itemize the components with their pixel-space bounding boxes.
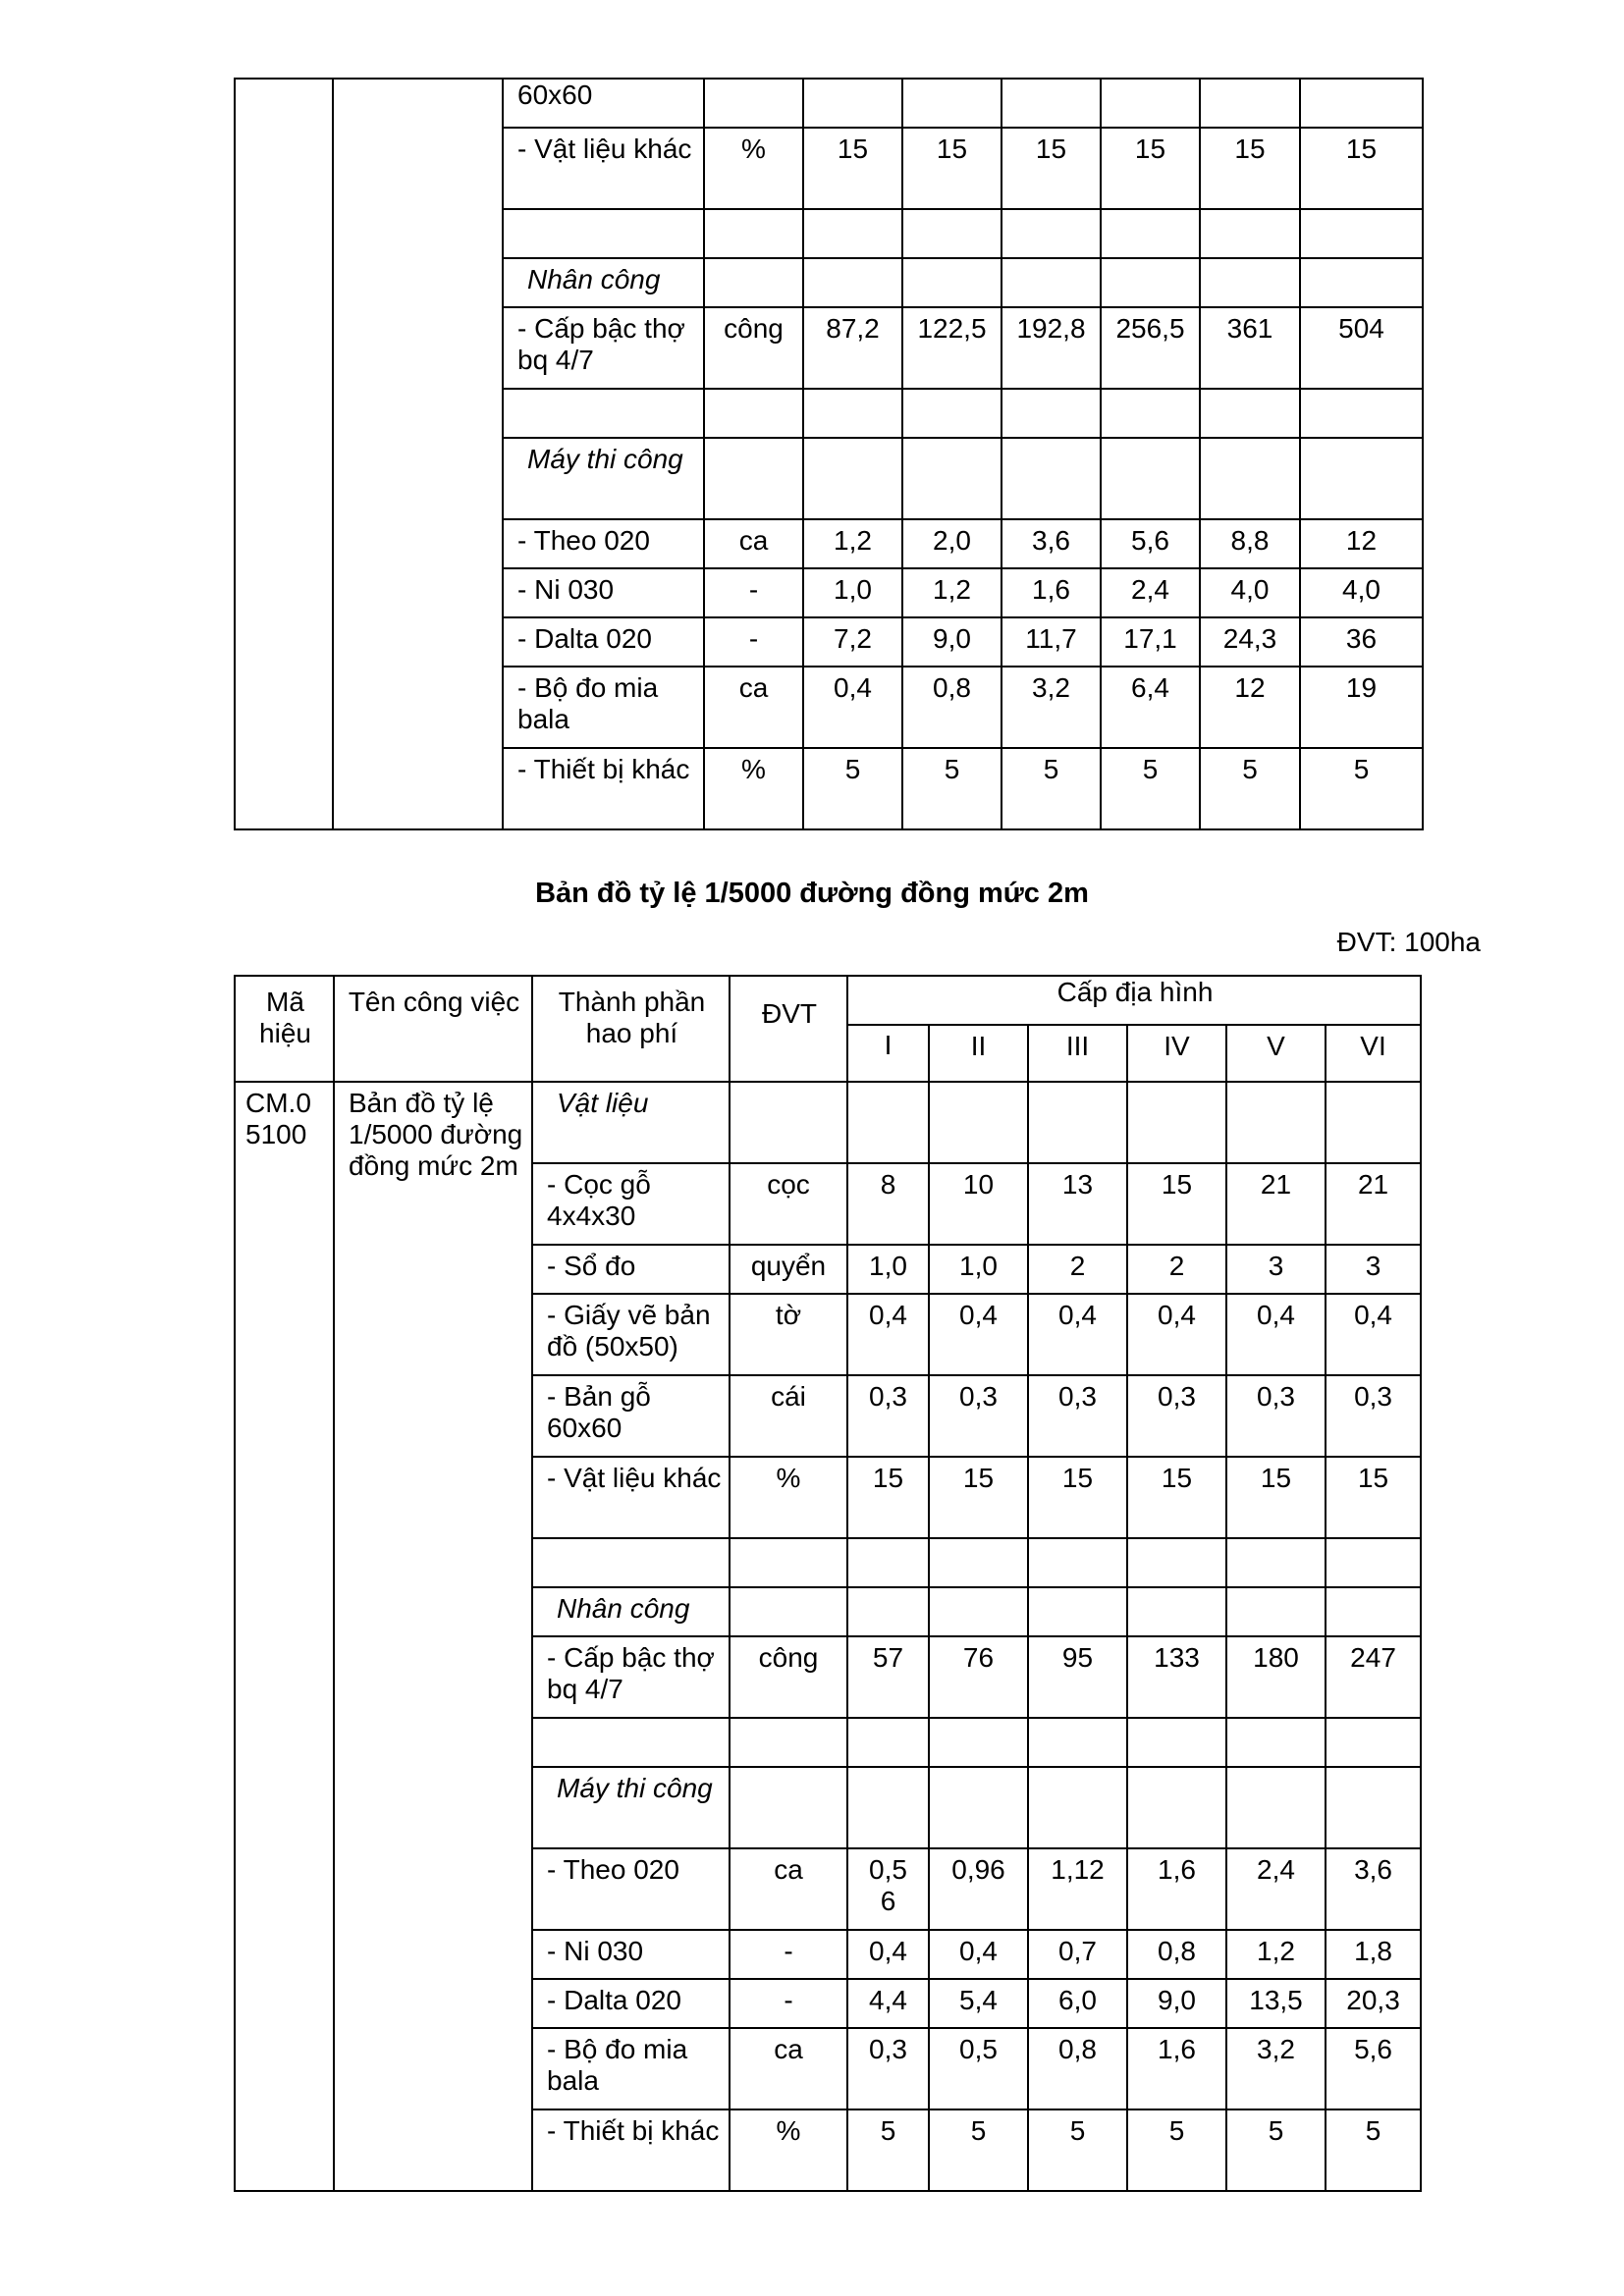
value-cell [1326, 1767, 1421, 1848]
top-norms-table [234, 78, 1424, 830]
unit-cell [730, 1082, 847, 1163]
header-terrain: Cấp địa hình [847, 976, 1421, 1025]
component-cell: - Theo 020 [503, 519, 704, 568]
value-cell: 15 [1028, 1457, 1127, 1538]
unit-cell: quyển [730, 1245, 847, 1294]
value-cell: 13 [1028, 1163, 1127, 1245]
value-cell: 5 [1101, 748, 1200, 829]
unit-cell: tờ [730, 1294, 847, 1375]
value-cell [902, 209, 1001, 258]
value-cell: 0,3 [847, 1375, 929, 1457]
value-cell: 3,2 [1001, 667, 1101, 748]
value-cell: 133 [1127, 1636, 1226, 1718]
unit-cell: ca [730, 1848, 847, 1930]
value-cell: 0,4 [847, 1930, 929, 1979]
value-cell: 3,6 [1001, 519, 1101, 568]
component-cell: - Thiết bị khác [503, 748, 704, 829]
value-cell: 5 [1300, 748, 1423, 829]
value-cell [1127, 1587, 1226, 1636]
value-cell: 95 [1028, 1636, 1127, 1718]
value-cell: 3,6 [1326, 1848, 1421, 1930]
value-cell [1001, 389, 1101, 438]
value-cell [1028, 1718, 1127, 1767]
value-cell: 15 [902, 128, 1001, 209]
value-cell [1200, 258, 1300, 307]
unit-cell [704, 389, 803, 438]
value-cell [1326, 1538, 1421, 1587]
value-cell: 15 [1326, 1457, 1421, 1538]
value-cell: 15 [1127, 1457, 1226, 1538]
value-cell: 0,7 [1028, 1930, 1127, 1979]
unit-cell: ca [704, 519, 803, 568]
value-cell [1001, 79, 1101, 128]
value-cell: 12 [1200, 667, 1300, 748]
component-cell: - Ni 030 [503, 568, 704, 617]
value-cell: 17,1 [1101, 617, 1200, 667]
value-cell: 0,4 [1226, 1294, 1326, 1375]
unit-cell: - [704, 568, 803, 617]
value-cell: 0,8 [1127, 1930, 1226, 1979]
value-cell: 0,3 [1326, 1375, 1421, 1457]
value-cell [1300, 258, 1423, 307]
value-cell: 5,6 [1326, 2028, 1421, 2109]
value-cell [1001, 209, 1101, 258]
value-cell: 0,4 [929, 1930, 1028, 1979]
value-cell [1101, 258, 1200, 307]
value-cell [902, 389, 1001, 438]
value-cell [847, 1767, 929, 1848]
value-cell: 21 [1326, 1163, 1421, 1245]
component-cell [532, 1718, 730, 1767]
value-cell: 1,0 [803, 568, 902, 617]
value-cell: 1,2 [1226, 1930, 1326, 1979]
value-cell [1326, 1082, 1421, 1163]
table-row [235, 79, 1423, 128]
value-cell: 6,4 [1101, 667, 1200, 748]
unit-cell: công [704, 307, 803, 389]
value-cell: 0,4 [929, 1294, 1028, 1375]
value-cell [847, 1538, 929, 1587]
component-cell: - Sổ đo [532, 1245, 730, 1294]
unit-note: ĐVT: 100ha [1336, 927, 1481, 957]
value-cell: 5 [803, 748, 902, 829]
value-cell: 9,0 [1127, 1979, 1226, 2028]
component-cell: - Cấp bậc thợ bq 4/7 [532, 1636, 730, 1718]
component-cell: - Cọc gỗ 4x4x30 [532, 1163, 730, 1245]
component-cell: - Bản gỗ 60x60 [532, 1375, 730, 1457]
component-cell: - Ni 030 [532, 1930, 730, 1979]
value-cell: 15 [1300, 128, 1423, 209]
value-cell: 5 [902, 748, 1001, 829]
value-cell [1300, 438, 1423, 519]
value-cell: 0,4 [847, 1294, 929, 1375]
value-cell [803, 389, 902, 438]
value-cell [847, 1587, 929, 1636]
unit-cell: - [730, 1979, 847, 2028]
value-cell [1001, 438, 1101, 519]
value-cell: 15 [1001, 128, 1101, 209]
left-blank-cell [333, 79, 503, 829]
value-cell [1028, 1082, 1127, 1163]
value-cell: 3 [1326, 1245, 1421, 1294]
header-work: Tên công việc [334, 976, 532, 1082]
unit-cell: - [730, 1930, 847, 1979]
value-cell: 5 [1028, 2109, 1127, 2191]
unit-cell: ca [730, 2028, 847, 2109]
value-cell: 15 [929, 1457, 1028, 1538]
value-cell [1127, 1718, 1226, 1767]
value-cell: 15 [847, 1457, 929, 1538]
header-level: I [847, 1025, 929, 1082]
value-cell: 4,0 [1300, 568, 1423, 617]
value-cell: 0,3 [1127, 1375, 1226, 1457]
value-cell: 13,5 [1226, 1979, 1326, 2028]
component-cell: - Vật liệu khác [532, 1457, 730, 1538]
value-cell: 0,8 [1028, 2028, 1127, 2109]
component-cell: Nhân công [503, 258, 704, 307]
value-cell [803, 209, 902, 258]
value-cell [1200, 79, 1300, 128]
value-cell: 4,4 [847, 1979, 929, 2028]
value-cell: 5 [847, 2109, 929, 2191]
value-cell [929, 1587, 1028, 1636]
value-cell [803, 438, 902, 519]
value-cell: 1,6 [1127, 2028, 1226, 2109]
value-cell [1226, 1718, 1326, 1767]
component-cell: Máy thi công [503, 438, 704, 519]
header-level: VI [1326, 1025, 1421, 1082]
component-cell: Vật liệu [532, 1082, 730, 1163]
value-cell: 0,4 [1127, 1294, 1226, 1375]
value-cell [1326, 1587, 1421, 1636]
value-cell [1226, 1082, 1326, 1163]
unit-cell: - [704, 617, 803, 667]
value-cell: 15 [1226, 1457, 1326, 1538]
value-cell: 15 [1101, 128, 1200, 209]
unit-cell [704, 79, 803, 128]
value-cell [1200, 209, 1300, 258]
component-cell: - Dalta 020 [503, 617, 704, 667]
value-cell: 2,0 [902, 519, 1001, 568]
value-cell: 21 [1226, 1163, 1326, 1245]
unit-cell: cái [730, 1375, 847, 1457]
value-cell [1127, 1538, 1226, 1587]
table-row [235, 1082, 1421, 1163]
unit-cell: ca [704, 667, 803, 748]
value-cell: 2 [1028, 1245, 1127, 1294]
value-cell [902, 258, 1001, 307]
value-cell: 15 [803, 128, 902, 209]
value-cell: 0,96 [929, 1848, 1028, 1930]
value-cell [1101, 389, 1200, 438]
unit-cell: % [730, 1457, 847, 1538]
unit-cell: % [730, 2109, 847, 2191]
unit-cell [704, 258, 803, 307]
value-cell: 504 [1300, 307, 1423, 389]
value-cell [929, 1767, 1028, 1848]
value-cell: 1,8 [1326, 1930, 1421, 1979]
left-blank-cell [235, 79, 333, 829]
component-cell [532, 1538, 730, 1587]
value-cell [1028, 1538, 1127, 1587]
value-cell: 10 [929, 1163, 1028, 1245]
value-cell [1226, 1587, 1326, 1636]
unit-cell: % [704, 128, 803, 209]
header-level: II [929, 1025, 1028, 1082]
header-code: Mã hiệu [235, 976, 334, 1082]
header-level: III [1028, 1025, 1127, 1082]
component-cell [503, 389, 704, 438]
value-cell [1101, 209, 1200, 258]
header-unit: ĐVT [730, 976, 847, 1082]
value-cell [1028, 1767, 1127, 1848]
value-cell [1101, 438, 1200, 519]
value-cell: 247 [1326, 1636, 1421, 1718]
value-cell: 87,2 [803, 307, 902, 389]
unit-cell [730, 1538, 847, 1587]
work-name: Bản đồ tỷ lệ 1/5000 đường đồng mức 2m [334, 1082, 532, 2191]
value-cell [929, 1538, 1028, 1587]
value-cell: 8,8 [1200, 519, 1300, 568]
component-cell: - Cấp bậc thợ bq 4/7 [503, 307, 704, 389]
unit-cell [730, 1587, 847, 1636]
component-cell: - Theo 020 [532, 1848, 730, 1930]
value-cell [1200, 389, 1300, 438]
work-code: CM.05100 [235, 1082, 334, 2191]
unit-cell [704, 209, 803, 258]
bottom-norms-table [234, 975, 1422, 2192]
unit-cell [730, 1718, 847, 1767]
value-cell: 6,0 [1028, 1979, 1127, 2028]
value-cell [803, 79, 902, 128]
value-cell: 11,7 [1001, 617, 1101, 667]
value-cell: 24,3 [1200, 617, 1300, 667]
value-cell: 0,56 [847, 1848, 929, 1930]
header-row [235, 976, 1421, 1025]
value-cell: 57 [847, 1636, 929, 1718]
value-cell: 192,8 [1001, 307, 1101, 389]
value-cell [1028, 1587, 1127, 1636]
value-cell [902, 438, 1001, 519]
value-cell: 15 [1127, 1163, 1226, 1245]
unit-cell [704, 438, 803, 519]
component-cell: - Vật liệu khác [503, 128, 704, 209]
value-cell: 3 [1226, 1245, 1326, 1294]
value-cell: 1,2 [902, 568, 1001, 617]
unit-cell: công [730, 1636, 847, 1718]
value-cell [1326, 1718, 1421, 1767]
unit-cell: cọc [730, 1163, 847, 1245]
value-cell: 0,3 [929, 1375, 1028, 1457]
value-cell [1001, 258, 1101, 307]
value-cell: 5,6 [1101, 519, 1200, 568]
value-cell [847, 1082, 929, 1163]
section-title: Bản đồ tỷ lệ 1/5000 đường đồng mức 2m [535, 878, 1089, 909]
component-cell [503, 209, 704, 258]
value-cell: 5 [1326, 2109, 1421, 2191]
value-cell [1226, 1538, 1326, 1587]
component-cell: 60x60 [503, 79, 704, 128]
value-cell: 4,0 [1200, 568, 1300, 617]
unit-cell [730, 1767, 847, 1848]
value-cell [1127, 1082, 1226, 1163]
value-cell: 256,5 [1101, 307, 1200, 389]
value-cell [929, 1082, 1028, 1163]
value-cell: 0,3 [1028, 1375, 1127, 1457]
value-cell [1300, 389, 1423, 438]
unit-cell: % [704, 748, 803, 829]
value-cell: 361 [1200, 307, 1300, 389]
value-cell [1101, 79, 1200, 128]
header-level: IV [1127, 1025, 1226, 1082]
value-cell [1226, 1767, 1326, 1848]
value-cell: 2,4 [1101, 568, 1200, 617]
value-cell: 1,0 [929, 1245, 1028, 1294]
value-cell: 5 [1001, 748, 1101, 829]
value-cell [803, 258, 902, 307]
value-cell: 1,12 [1028, 1848, 1127, 1930]
value-cell [902, 79, 1001, 128]
value-cell: 0,5 [929, 2028, 1028, 2109]
component-cell: - Bộ đo mia bala [503, 667, 704, 748]
value-cell: 15 [1200, 128, 1300, 209]
value-cell: 5 [1127, 2109, 1226, 2191]
value-cell: 19 [1300, 667, 1423, 748]
value-cell: 1,2 [803, 519, 902, 568]
value-cell [1200, 438, 1300, 519]
value-cell [929, 1718, 1028, 1767]
component-cell: - Giấy vẽ bản đồ (50x50) [532, 1294, 730, 1375]
value-cell: 5,4 [929, 1979, 1028, 2028]
value-cell: 0,3 [847, 2028, 929, 2109]
component-cell: Nhân công [532, 1587, 730, 1636]
value-cell: 1,6 [1127, 1848, 1226, 1930]
value-cell: 5 [929, 2109, 1028, 2191]
component-cell: - Bộ đo mia bala [532, 2028, 730, 2109]
value-cell: 76 [929, 1636, 1028, 1718]
value-cell: 3,2 [1226, 2028, 1326, 2109]
value-cell: 180 [1226, 1636, 1326, 1718]
component-cell: - Thiết bị khác [532, 2109, 730, 2191]
value-cell: 2,4 [1226, 1848, 1326, 1930]
component-cell: - Dalta 020 [532, 1979, 730, 2028]
value-cell [1300, 209, 1423, 258]
value-cell [1300, 79, 1423, 128]
value-cell: 36 [1300, 617, 1423, 667]
value-cell [847, 1718, 929, 1767]
value-cell: 5 [1200, 748, 1300, 829]
value-cell: 20,3 [1326, 1979, 1421, 2028]
value-cell: 7,2 [803, 617, 902, 667]
value-cell: 9,0 [902, 617, 1001, 667]
value-cell: 1,0 [847, 1245, 929, 1294]
value-cell: 2 [1127, 1245, 1226, 1294]
value-cell: 0,4 [803, 667, 902, 748]
value-cell [1127, 1767, 1226, 1848]
value-cell: 5 [1226, 2109, 1326, 2191]
value-cell: 1,6 [1001, 568, 1101, 617]
value-cell: 0,8 [902, 667, 1001, 748]
header-level: V [1226, 1025, 1326, 1082]
value-cell: 122,5 [902, 307, 1001, 389]
value-cell: 0,3 [1226, 1375, 1326, 1457]
component-cell: Máy thi công [532, 1767, 730, 1848]
header-component: Thành phần hao phí [532, 976, 730, 1082]
value-cell: 12 [1300, 519, 1423, 568]
value-cell: 8 [847, 1163, 929, 1245]
value-cell: 0,4 [1326, 1294, 1421, 1375]
value-cell: 0,4 [1028, 1294, 1127, 1375]
